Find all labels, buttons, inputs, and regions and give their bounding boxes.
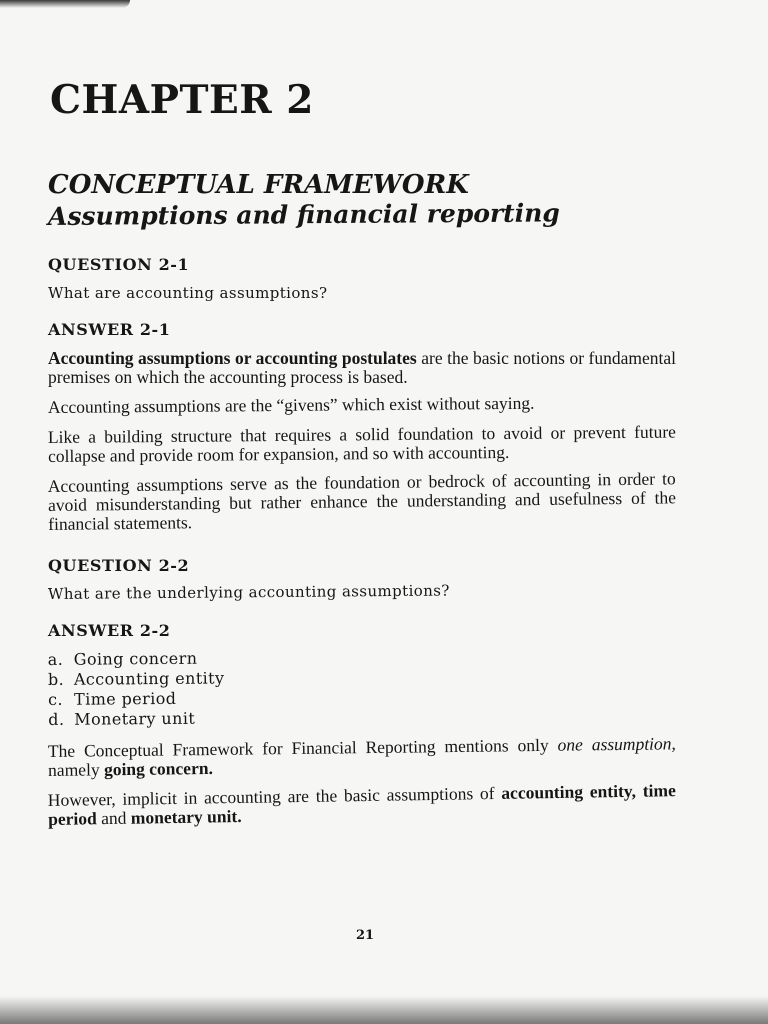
list-item-text: Time period bbox=[73, 688, 177, 709]
answer-paragraph bbox=[48, 349, 676, 387]
paragraph-text: and bbox=[96, 807, 131, 828]
chapter-title: CHAPTER 2 bbox=[50, 77, 314, 123]
list-marker: d. bbox=[48, 709, 65, 729]
list-marker: a. bbox=[47, 649, 64, 669]
bold-term: monetary unit. bbox=[130, 805, 242, 828]
bold-term: Accounting assumptions or accounting postulates bbox=[48, 347, 417, 368]
paragraph-text: The Conceptual Framework for Financial Reporting mentions only bbox=[47, 734, 558, 761]
page-bottom-shadow bbox=[0, 996, 768, 1024]
question-label: QUESTION 2-1 bbox=[48, 254, 190, 274]
answer-block-2-1 bbox=[48, 320, 676, 534]
list-marker: b. bbox=[47, 669, 65, 689]
bold-term: accounting entity, time period bbox=[47, 779, 676, 829]
question-text: What are accounting assumptions? bbox=[48, 283, 328, 302]
paragraph-text: However, implicit in accounting are the basic assumptions of bbox=[47, 782, 502, 810]
question-block-2-2 bbox=[48, 556, 676, 603]
italic-term: one assumption, bbox=[557, 732, 676, 755]
paragraph-text: are the basic notions or fundamental premises on which the accounting process is based. bbox=[48, 347, 677, 387]
question-block-2-1 bbox=[48, 255, 676, 302]
list-item-text: Going concern bbox=[73, 648, 198, 669]
list-item-text: Accounting entity bbox=[73, 668, 225, 689]
question-text: What are the underlying accounting assumptions? bbox=[47, 581, 450, 603]
page-number: 21 bbox=[355, 928, 375, 943]
answer-paragraph: Accounting assumptions serve as the foundation or bedrock of accounting in order to avoid misunderstanding but rather enhance the understanding and usefulness of the financial statements. bbox=[47, 467, 677, 534]
assumptions-list bbox=[48, 644, 677, 729]
answer-paragraph bbox=[48, 734, 676, 780]
page-content bbox=[48, 78, 676, 840]
section-subtitle: Assumptions and financial reporting bbox=[47, 198, 560, 232]
page-corner-shadow bbox=[0, 0, 130, 8]
answer-label: ANSWER 2-2 bbox=[48, 620, 171, 640]
paragraph-text: namely bbox=[47, 758, 105, 780]
answer-paragraph bbox=[48, 781, 677, 829]
answer-paragraph: Accounting assumptions are the “givens” which exist without saying. bbox=[47, 392, 535, 417]
question-label: QUESTION 2-2 bbox=[48, 555, 190, 575]
section-title: CONCEPTUAL FRAMEWORK bbox=[48, 169, 469, 200]
answer-paragraph: Like a building structure that requires a solid foundation to avoid or prevent future collapse and provide room for expansion, and so with accounting. bbox=[47, 421, 676, 466]
list-marker: c. bbox=[48, 689, 64, 709]
list-item-text: Monetary unit bbox=[74, 708, 196, 729]
bold-term: going concern. bbox=[103, 757, 214, 779]
answer-label: ANSWER 2-1 bbox=[48, 319, 171, 339]
answer-block-2-2 bbox=[48, 621, 676, 829]
